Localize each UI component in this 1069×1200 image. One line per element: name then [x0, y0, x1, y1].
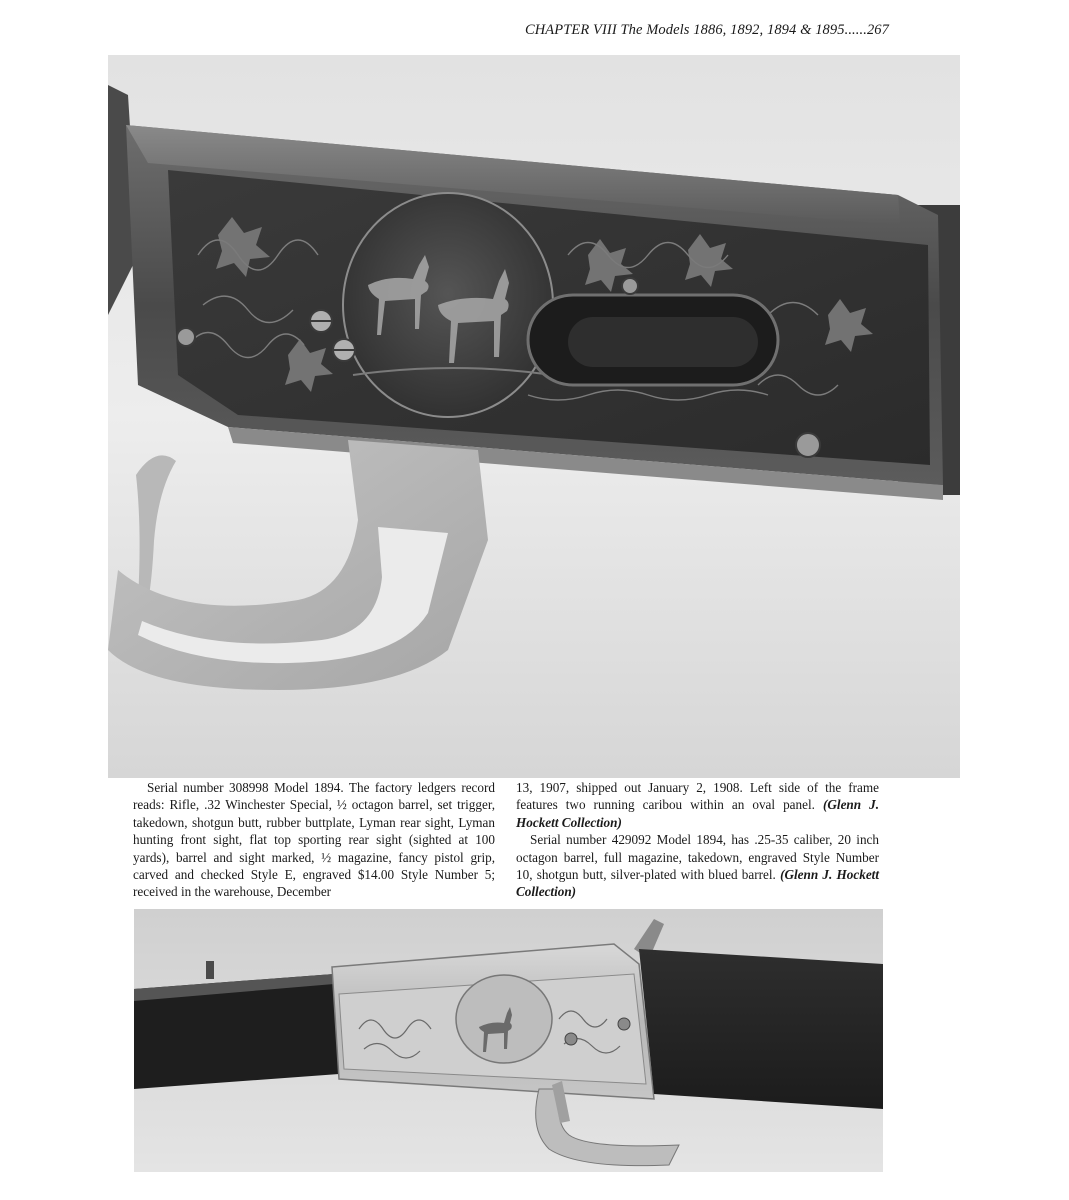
caption-first-part1: Serial number 308998 Model 1894. The factory ledgers record reads: Rifle, .32 Winchester Special, ½ octagon barrel, set trigger, takedown, shotgun butt, rubber buttplate, Lyman rear sight, Lyman hunting front sight, flat top sporting rear sight (sighted at 100 yards), barrel and sight marked, ½ magazine, fancy pistol grip, carved and checked Style E, engraved $14.00 Style Number 5; received in the warehouse, December — [133, 780, 495, 900]
running-head: CHAPTER VIII The Models 1886, 1892, 1894 & 1895......267 — [524, 22, 889, 38]
bottom-photo-image — [134, 909, 883, 1172]
bottom-photo — [134, 909, 883, 1172]
caption-first-part2-text: 13, 1907, shipped out January 2, 1908. Left side of the frame features two running caribou within an oval panel. — [516, 780, 879, 813]
top-photo — [108, 55, 960, 778]
caption-first-credit: (Glenn J. Hockett Collection) — [516, 797, 879, 830]
caption-column-right — [516, 779, 879, 901]
caption-column-left — [133, 779, 495, 901]
top-photo-image — [108, 55, 960, 778]
caption-second — [516, 831, 879, 901]
caption-second-credit: (Glenn J. Hockett Collection) — [516, 867, 879, 900]
caption-first-part2 — [516, 779, 879, 831]
caption-second-text: Serial number 429092 Model 1894, has .25-35 caliber, 20 inch octagon barrel, full magazine, takedown, engraved Style Number 10, shotgun butt, silver-plated with blued barrel. — [516, 832, 879, 883]
